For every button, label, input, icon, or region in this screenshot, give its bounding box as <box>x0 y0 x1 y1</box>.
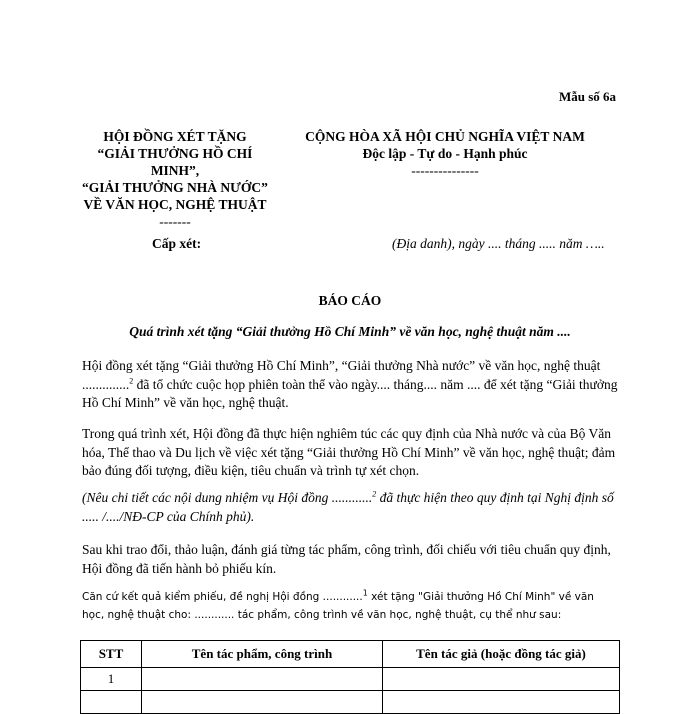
footnote-marker: 1 <box>362 588 368 598</box>
paragraph-text: đã tổ chức cuộc họp phiên toàn thể vào ngày.... tháng.... năm .... để xét tặng “Giải thưởng Hồ Chí Minh” về văn học, nghệ thuật. <box>82 376 618 410</box>
motto-divider: --------------- <box>411 163 479 178</box>
council-header-line: VỀ VĂN HỌC, NGHỆ THUẬT <box>83 197 267 212</box>
report-subtitle: Quá trình xét tặng “Giải thưởng Hồ Chí Minh” về văn học, nghệ thuật năm .... <box>129 324 571 339</box>
council-header-line: MINH”, <box>150 163 200 178</box>
nominee-table <box>80 640 620 714</box>
council-header <box>70 128 280 230</box>
paragraph-text: xét tặng "Giải thưởng Hồ Chí Minh" về văn học, nghệ thuật cho: ............ tác phẩm, công trình về văn học, nghệ thuật, cụ thể như sau: <box>82 591 594 621</box>
council-header-divider: ------- <box>159 214 191 229</box>
table-cell <box>142 668 383 691</box>
report-title: BÁO CÁO <box>318 293 382 308</box>
paragraph-process: Trong quá trình xét, Hội đồng đã thực hiện nghiêm túc các quy định của Nhà nước và của Bộ Văn hóa, Thể thao và Du lịch về việc xét tặng “Giải thưởng Hồ Chí Minh” về văn học, nghệ thuật; đảm bảo đúng đối tượng, điều kiện, tiêu chuẩn và trình tự xét chọn. <box>82 426 616 478</box>
column-header-author: Tên tác giả (hoặc đồng tác giả) <box>383 641 620 668</box>
table-row <box>81 691 620 714</box>
table-cell <box>383 668 620 691</box>
council-header-line: HỘI ĐỒNG XÉT TẶNG <box>103 129 247 144</box>
table-cell: 1 <box>81 668 142 691</box>
table-header-row <box>81 641 620 668</box>
column-header-work: Tên tác phẩm, công trình <box>142 641 383 668</box>
paragraph-text: đã thực hiện theo quy định tại Nghị định số ..... /..../NĐ-CP của Chính phủ). <box>82 490 614 524</box>
national-header <box>290 128 600 179</box>
paragraph-meeting <box>82 357 622 413</box>
table-cell <box>81 691 142 714</box>
paragraph-proposal <box>82 588 612 624</box>
national-motto: Độc lập - Tự do - Hạnh phúc <box>362 146 528 161</box>
council-header-line: “GIẢI THƯỞNG NHÀ NƯỚC” <box>82 180 268 195</box>
place-date-line: (Địa danh), ngày .... tháng ..... năm ….. <box>392 236 605 251</box>
level-label: Cấp xét: <box>152 236 202 251</box>
column-header-stt: STT <box>81 641 142 668</box>
table-cell <box>383 691 620 714</box>
paragraph-text: Hội đồng xét tặng “Giải thưởng Hồ Chí Minh”, “Giải thưởng Nhà nước” về văn học, nghệ thuật .............. <box>82 358 601 392</box>
table-cell <box>142 691 383 714</box>
country-name: CỘNG HÒA XÃ HỘI CHỦ NGHĨA VIỆT NAM <box>305 129 585 144</box>
paragraph-text: Căn cứ kết quả kiểm phiếu, đề nghị Hội đồng ............ <box>82 591 363 603</box>
council-header-line: “GIẢI THƯỞNG HỒ CHÍ <box>97 146 253 161</box>
footnote-marker: 2 <box>129 376 134 385</box>
form-number: Mẫu số 6a <box>558 89 616 104</box>
paragraph-details-note <box>82 489 622 526</box>
table-row <box>81 668 620 691</box>
paragraph-voting: Sau khi trao đổi, thảo luận, đánh giá từng tác phẩm, công trình, đối chiếu với tiêu chuẩn quy định, Hội đồng đã tiến hành bỏ phiếu kín. <box>82 542 611 576</box>
paragraph-text: (Nêu chi tiết các nội dung nhiệm vụ Hội đồng ............ <box>82 490 373 505</box>
footnote-marker: 2 <box>372 489 377 499</box>
